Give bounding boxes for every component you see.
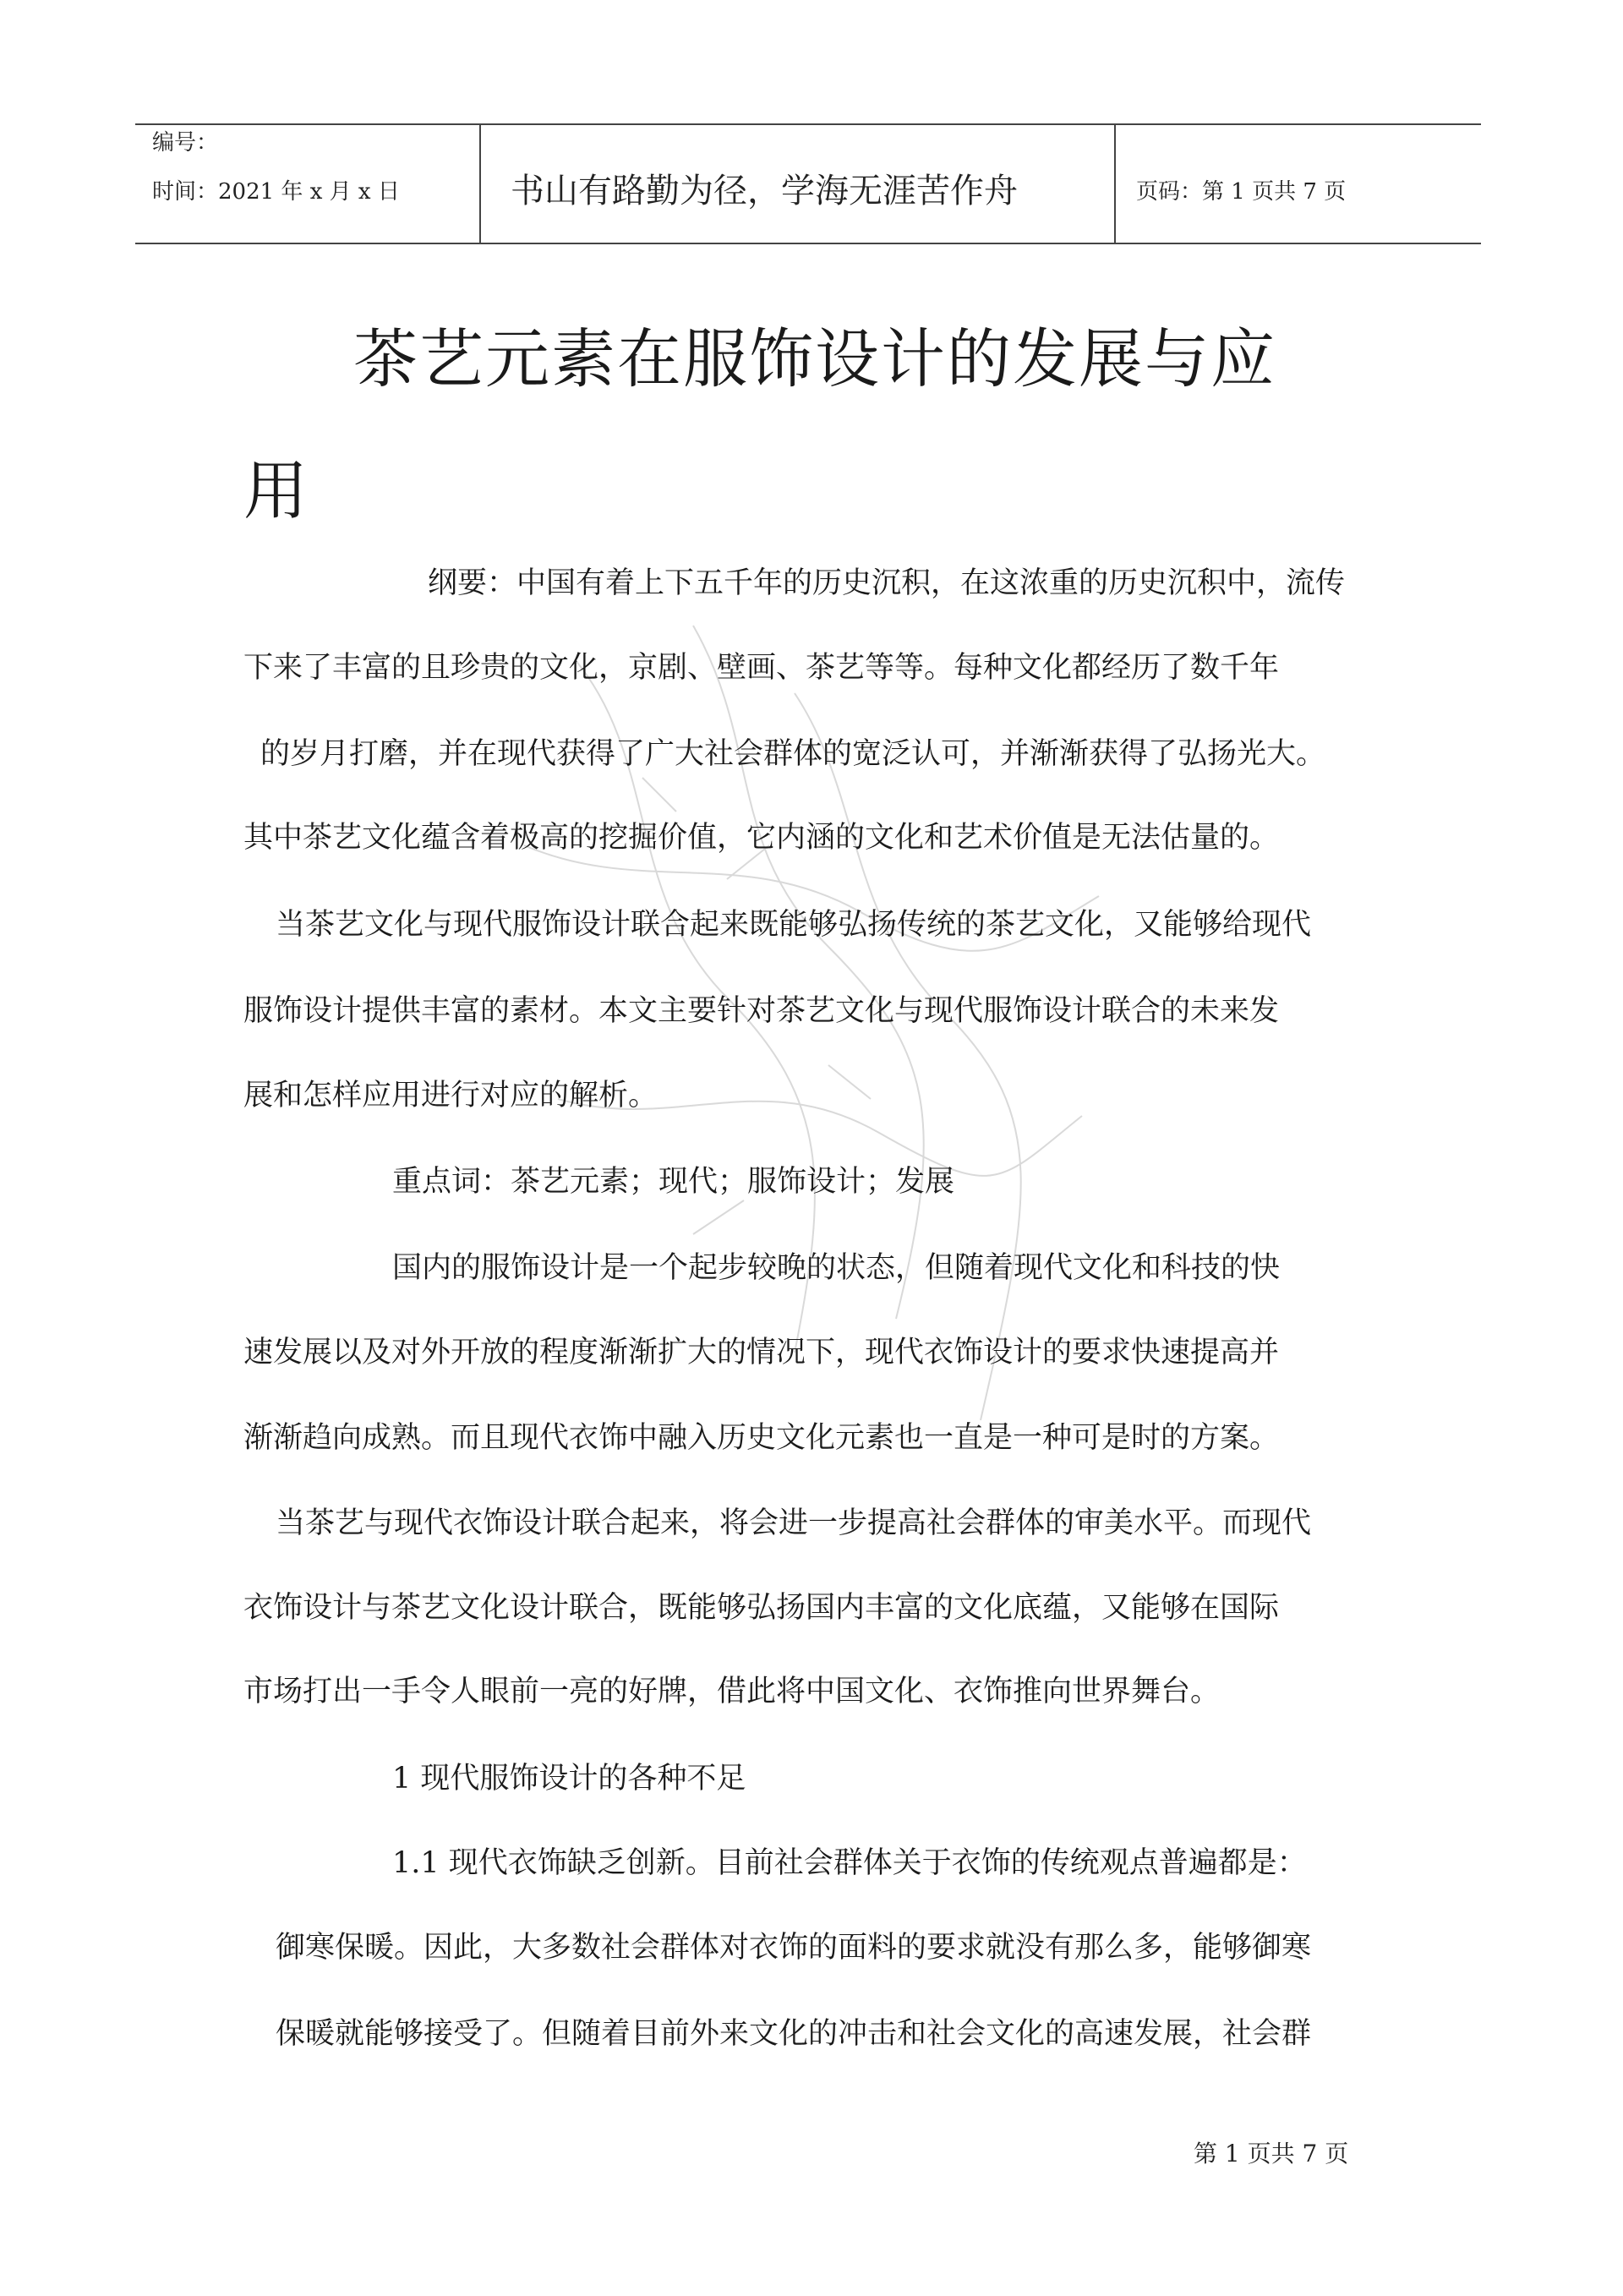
body-line-12: 当茶艺与现代衣饰设计联合起来，将会进一步提高社会群体的审美水平。而现代 [276, 1506, 1312, 1540]
body-line-11: 渐渐趋向成熟。而且现代衣饰中融入历史文化元素也一直是一种可是时的方案。 [243, 1421, 1280, 1455]
body-line-18: 保暖就能够接受了。但随着目前外来文化的冲击和社会文化的高速发展，社会群 [276, 2017, 1312, 2051]
header-bottom-rule [135, 243, 1481, 244]
section-heading-1: 1 现代服饰设计的各种不足 [392, 1762, 746, 1796]
body-line-2: 下来了丰富的且珍贵的文化，京剧、壁画、茶艺等等。每种文化都经历了数千年 [243, 651, 1280, 685]
body-line-9: 国内的服饰设计是一个起步较晚的状态，但随着现代文化和科技的快 [392, 1251, 1281, 1285]
header-divider-left [479, 123, 481, 243]
header-motto: 书山有路勤为径，学海无涯苦作舟 [511, 172, 1018, 210]
header-divider-right [1114, 123, 1116, 243]
body-line-7: 展和怎样应用进行对应的解析。 [243, 1079, 658, 1112]
body-line-1: 纲要：中国有着上下五千年的历史沉积，在这浓重的历史沉积中，流传 [428, 566, 1346, 600]
body-line-13: 衣饰设计与茶艺文化设计联合，既能够弘扬国内丰富的文化底蕴，又能够在国际 [243, 1591, 1280, 1625]
body-line-6: 服饰设计提供丰富的素材。本文主要针对茶艺文化与现代服饰设计联合的未来发 [243, 994, 1280, 1028]
body-line-10: 速发展以及对外开放的程度渐渐扩大的情况下，现代衣饰设计的要求快速提高并 [243, 1336, 1280, 1369]
body-line-16: 1.1 现代衣饰缺乏创新。目前社会群体关于衣饰的传统观点普遍都是： [392, 1846, 1307, 1880]
body-line-5: 当茶艺文化与现代服饰设计联合起来既能够弘扬传统的茶艺文化，又能够给现代 [276, 908, 1312, 942]
body-line-17: 御寒保暖。因此，大多数社会群体对衣饰的面料的要求就没有那么多，能够御寒 [276, 1931, 1312, 1965]
body-line-3: 的岁月打磨，并在现代获得了广大社会群体的宽泛认可，并渐渐获得了弘扬光大。 [260, 737, 1326, 771]
header-number-label: 编号： [152, 130, 219, 156]
footer-page-number: 第 1 页共 7 页 [1194, 2140, 1349, 2168]
body-line-14: 市场打出一手令人眼前一亮的好牌，借此将中国文化、衣饰推向世界舞台。 [243, 1675, 1221, 1708]
document-title-line2: 用 [243, 453, 309, 528]
header-time-label: 时间：2021 年 x 月 x 日 [152, 179, 400, 205]
header-top-rule [135, 123, 1481, 125]
document-title-line1: 茶艺元素在服饰设计的发展与应 [353, 321, 1276, 396]
body-line-keywords: 重点词：茶艺元素；现代；服饰设计；发展 [392, 1165, 955, 1199]
header-page-info: 页码：第 1 页共 7 页 [1136, 179, 1347, 205]
body-line-4: 其中茶艺文化蕴含着极高的挖掘价值，它内涵的文化和艺术价值是无法估量的。 [243, 821, 1280, 855]
